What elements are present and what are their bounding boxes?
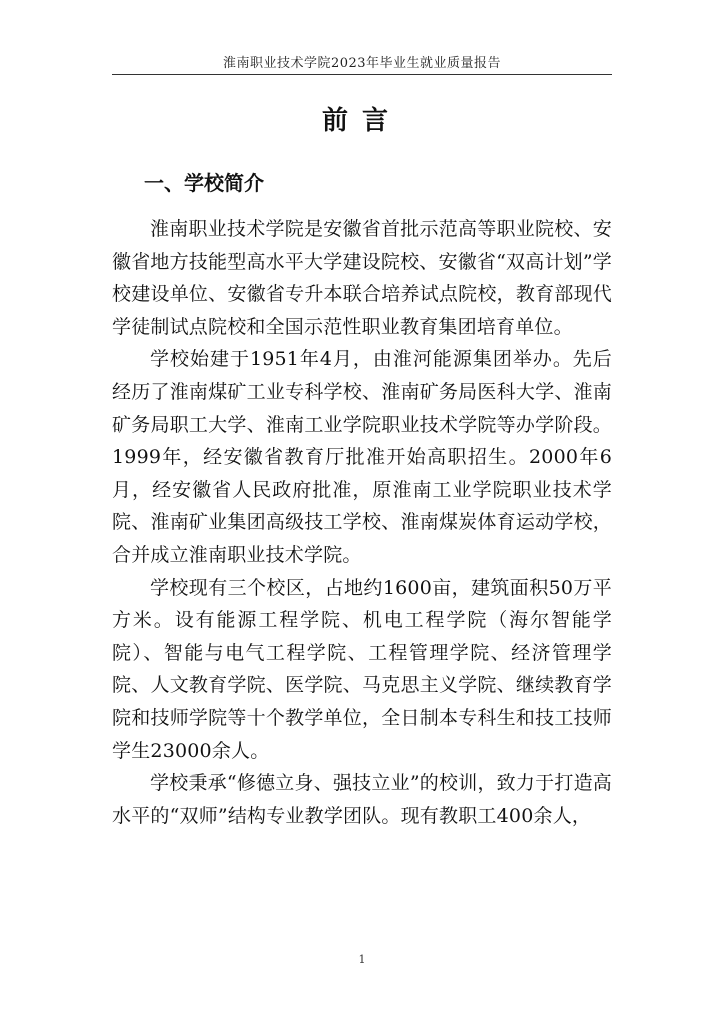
header-rule	[112, 74, 612, 75]
body-text	[112, 213, 612, 832]
paragraph: 淮南职业技术学院是安徽省首批示范高等职业院校、安徽省地方技能型高水平大学建设院校、安徽省“双高计划”学校建设单位、安徽省专升本联合培养试点院校，教育部现代学徒制试点院校和全国示范性职业教育集团培育单位。	[112, 218, 612, 338]
paragraph: 学校秉承“修德立身、强技立业”的校训，致力于打造高水平的“双师”结构专业教学团队。现有教职工400余人，	[112, 772, 612, 827]
page-title: 前言	[321, 106, 402, 136]
paragraph: 学校现有三个校区，占地约1600亩，建筑面积50万平方米。设有能源工程学院、机电工程学院（海尔智能学院）、智能与电气工程学院、工程管理学院、经济管理学院、人文教育学院、医学院、马克思主义学院、继续教育学院和技师学院等十个教学单位，全日制本专科生和技工技师学生23000余人。	[112, 576, 612, 762]
paragraph: 学校始建于1951年4月，由淮河能源集团举办。先后经历了淮南煤矿工业专科学校、淮南矿务局医科大学、淮南矿务局职工大学、淮南工业学院职业技术学院等办学阶段。1999年，经安徽省教育厅批准开始高职招生。2000年6月，经安徽省人民政府批准，原淮南工业学院职业技术学院、淮南矿业集团高级技工学校、淮南煤炭体育运动学校，合并成立淮南职业技术学院。	[112, 348, 612, 566]
page-number: 1	[358, 953, 366, 966]
running-header: 淮南职业技术学院2023年毕业生就业质量报告	[222, 56, 502, 71]
section-heading: 一、学校简介	[144, 171, 264, 195]
